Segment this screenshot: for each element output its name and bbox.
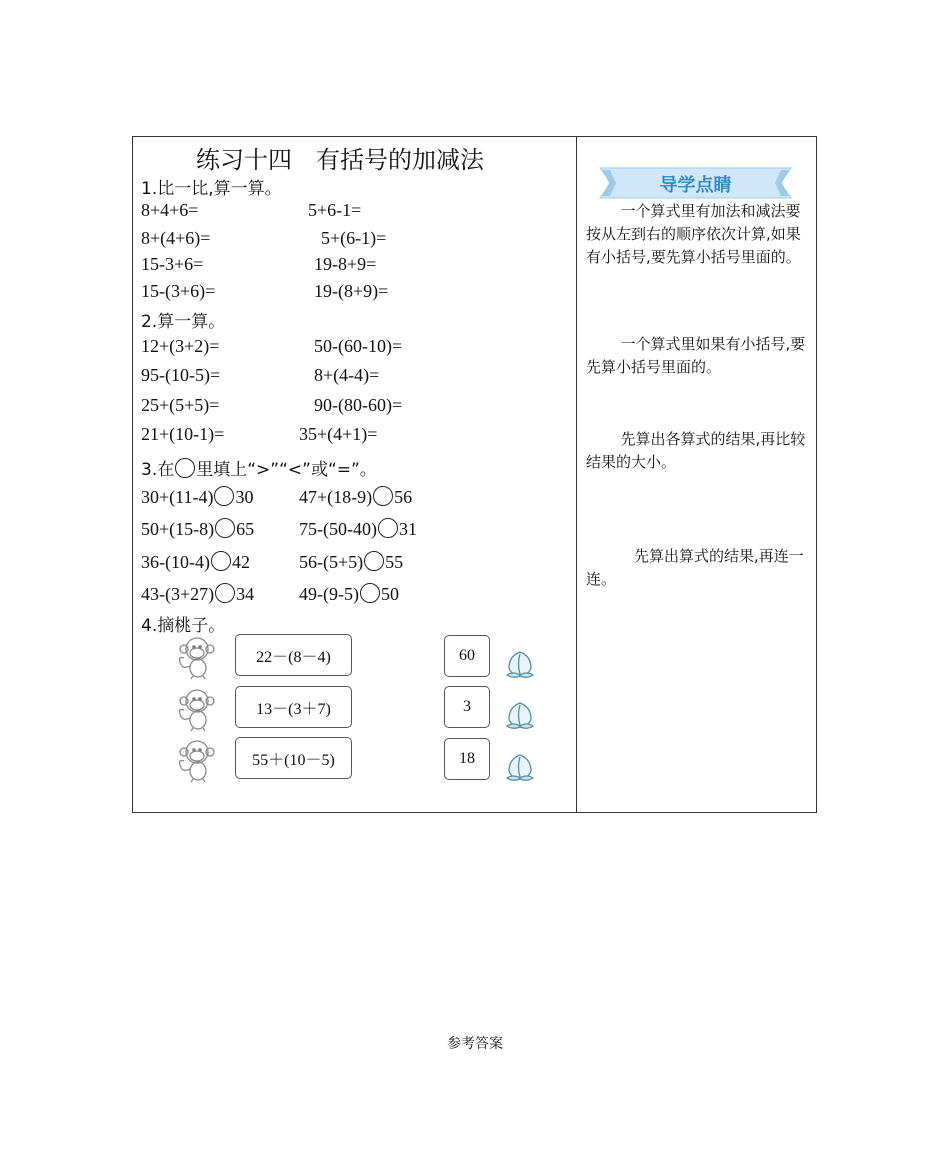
guide-tip: 一个算式里有加法和减法要按从左到右的顺序依次计算,如果有小括号,要先算小括号里面的。 [586, 202, 801, 266]
equation: 19-8+9= [314, 254, 377, 274]
section-3-heading: 3.在 里填上“>”“<”或“=”。 [141, 460, 377, 480]
equation: 12+(3+2)= [141, 336, 220, 356]
equation: 90-(80-60)= [314, 395, 403, 415]
answer-circle[interactable] [364, 551, 384, 571]
guide-tip: 先算出各算式的结果,再比较结果的大小。 [586, 430, 806, 471]
answer-circle[interactable] [214, 486, 234, 506]
section-4-heading: 4.摘桃子。 [141, 616, 226, 636]
answer-circle-icon [175, 458, 195, 478]
compare-item: 43-(3+27) 34 [141, 584, 255, 604]
guide-tip: 一个算式里如果有小括号,要先算小括号里面的。 [586, 335, 806, 376]
answer-circle[interactable] [373, 486, 393, 506]
peach-icon [503, 648, 537, 680]
compare-item: 49-(9-5) 50 [299, 584, 399, 604]
equation: 95-(10-5)= [141, 365, 221, 385]
guide-tip: 先算出算式的结果,再连一连。 [586, 547, 804, 588]
section-1-heading: 1.比一比,算一算。 [141, 179, 282, 199]
answer-circle[interactable] [378, 518, 398, 538]
compare-item: 36-(10-4) 42 [141, 552, 250, 572]
guide-banner-title: 导学点睛 [659, 175, 732, 196]
expression-box[interactable]: 22－(8－4) [235, 634, 352, 676]
compare-item: 75-(50-40) 31 [299, 519, 417, 539]
answer-key-heading: 参考答案 [447, 1036, 503, 1052]
monkey-icon [174, 737, 224, 783]
equation: 5+6-1= [308, 200, 362, 220]
equation: 21+(10-1)= [141, 424, 225, 444]
equation: 25+(5+5)= [141, 395, 220, 415]
answer-circle[interactable] [215, 583, 235, 603]
column-divider [576, 136, 577, 813]
compare-item: 30+(11-4) 30 [141, 487, 254, 507]
answer-circle[interactable] [215, 518, 235, 538]
equation: 8+(4+6)= [141, 228, 211, 248]
answer-circle[interactable] [211, 551, 231, 571]
worksheet-title: 练习十四 有括号的加减法 [196, 146, 484, 174]
equation: 15-3+6= [141, 254, 204, 274]
compare-item: 47+(18-9) 56 [299, 487, 413, 507]
section-2-heading: 2.算一算。 [141, 312, 226, 332]
expression-box[interactable]: 13－(3＋7) [235, 686, 352, 728]
answer-circle[interactable] [360, 583, 380, 603]
equation: 5+(6-1)= [321, 228, 387, 248]
peach-icon [503, 751, 537, 783]
equation: 19-(8+9)= [314, 281, 389, 301]
compare-item: 50+(15-8) 65 [141, 519, 255, 539]
equation: 8+4+6= [141, 200, 199, 220]
monkey-icon [174, 634, 224, 680]
equation: 50-(60-10)= [314, 336, 403, 356]
answer-box[interactable]: 18 [444, 738, 490, 780]
equation: 35+(4+1)= [299, 424, 378, 444]
compare-item: 56-(5+5) 55 [299, 552, 404, 572]
peach-icon [503, 699, 537, 731]
equation: 8+(4-4)= [314, 365, 380, 385]
expression-box[interactable]: 55＋(10－5) [235, 737, 352, 779]
equation: 15-(3+6)= [141, 281, 216, 301]
answer-box[interactable]: 3 [444, 686, 490, 728]
monkey-icon [174, 686, 224, 732]
answer-box[interactable]: 60 [444, 635, 490, 677]
